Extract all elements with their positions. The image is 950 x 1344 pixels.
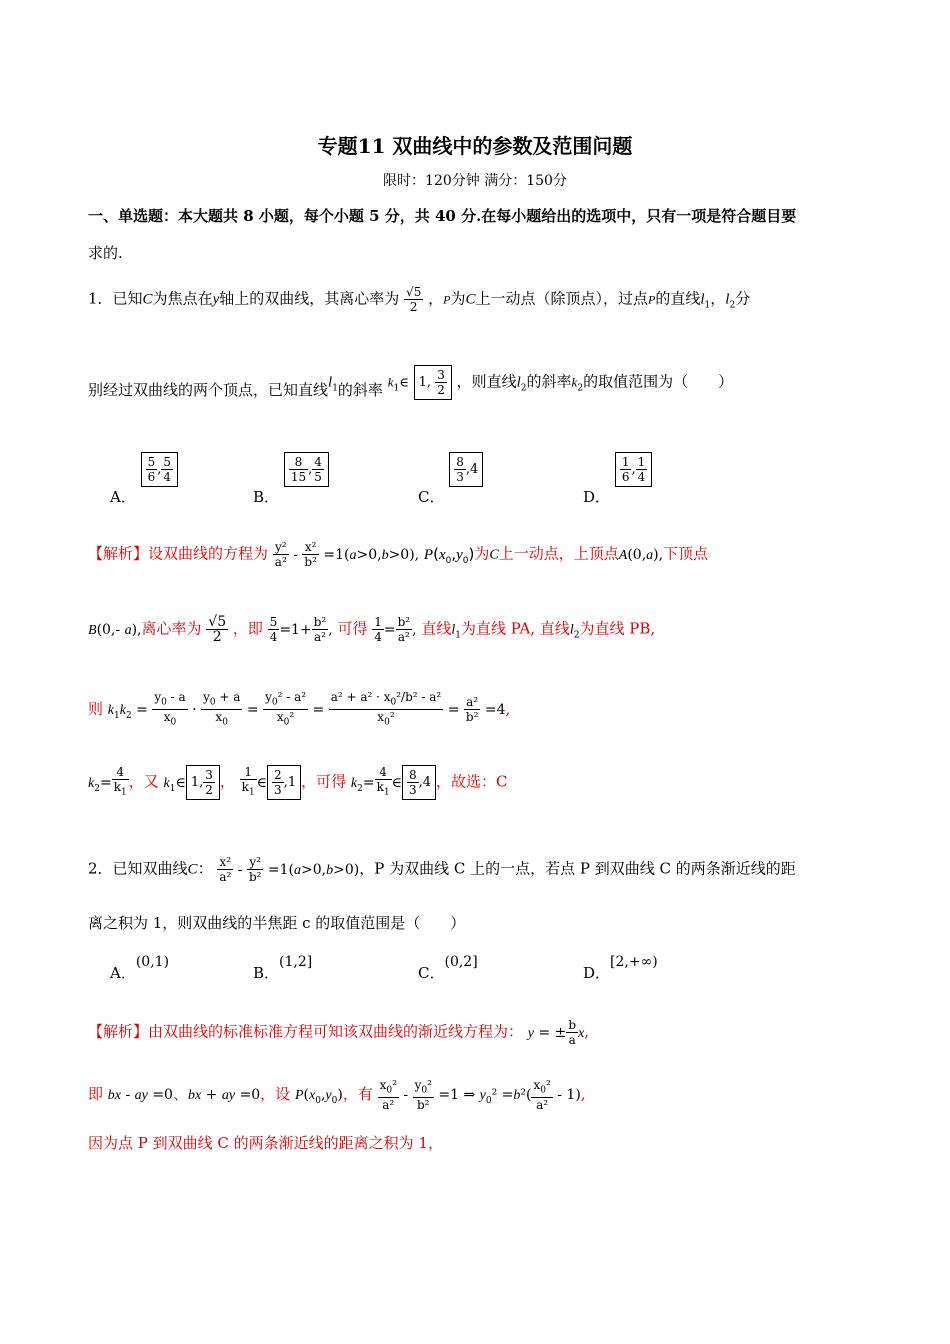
q2-option-d[interactable]: D．[2,+∞) [583, 954, 658, 982]
q1-line2: 别经过双曲线的两个顶点，已知直线$l_1$的斜率 $k_1\in$ 1, $\frac{3}{2}$ ，则直线$l_2$的斜率$k_2$的取值范围为（ ） [88, 365, 733, 400]
q2-option-a[interactable]: A．(0,1) [110, 954, 170, 982]
q1-solution-line4: $k_2=$ $\frac{4}{k_1}$ ，又 $k_1\in$ 1, $\frac{3}{2}$ ， $\frac{1}{k_1}$ ∈ $\frac{2}{3}$ ,1 ，可得 $k_2=$ $\frac{4}{k_1}$ ∈ $\frac{8}{3}$ ,4 ，故选：C [88, 765, 508, 800]
q1-line1: 1．已知C为焦点在y轴上的双曲线，其离心率为 $\frac{√5}{2}$ ，P为C上一动点（除顶点），过点P的直线$l_1$，$l_2$分 [88, 285, 751, 314]
section-heading-line1: 一、单选题：本大题共 8 小题，每个小题 5 分，共 40 分.在每小题给出的选项中，只有一项是符合题目要 [88, 207, 797, 225]
q2-line1: 2．已知双曲线C： $\frac{\text{x²}}{\text{a²}}$ - $\frac{\text{y²}}{\text{b²}}$ =1(a>0,b>0)，P 为双曲线 C 上的一点，若点 P 到双曲线 C 的两条渐近线的距 [88, 855, 796, 884]
q2-solution-line2: 即 bx - ay =0、bx + ay =0，设 $P(x_0,y_0)$，有 $\frac{x_0^2}{\text{a²}}$ - $\frac{y_0^2}{\text{b²}}$ =1 ⇒ $y_0^2 =b^2$( $\frac{x_0^2}{\text{a²}}$ - 1), [88, 1078, 586, 1113]
q2-solution-line3: 因为点 P 到双曲线 C 的两条渐近线的距离之积为 1， [88, 1134, 443, 1152]
q1-option-c[interactable]: C． $\frac{8}{3}$ ,4 [418, 452, 483, 487]
q2-option-c[interactable]: C．(0,2] [418, 954, 478, 982]
page-subtitle: 限时：120分钟 满分：150分 [383, 173, 567, 189]
q1-option-d[interactable]: D． $\frac{1}{6}$ , $\frac{1}{4}$ [583, 452, 652, 487]
eccentricity-fraction: $\frac{√5}{2}$ [406, 285, 422, 314]
q1-solution-line3: 则 $k_1k_2$ = $\frac{y_0 - a}{x_0}$ · $\frac{y_0 + a}{x_0}$ = $\frac{y_0^2 - a^2}{x_0^2}$ = $\frac{a^2 + a^2 \cdot x_0^2/b^2 - a^2}{x_0^2}$ = $\frac{\text{a²}}{\text{b²}}$ =4, [88, 690, 511, 728]
q1-option-b[interactable]: B． $\frac{8}{15}$ , $\frac{4}{5}$ [253, 452, 329, 487]
q1-solution-line1: 【解析】设双曲线的方程为 $\frac{\text{y²}}{\text{a²}}$ - $\frac{\text{x²}}{\text{b²}}$ =1(a>0,b>0), $P(x_0,y_0)$为C上一动点，上顶点A(0,a),下顶点 [88, 540, 709, 569]
q2-option-b[interactable]: B．(1,2] [253, 954, 313, 982]
section-heading-line2: 求的. [88, 244, 123, 262]
q1-option-a[interactable]: A． $\frac{5}{6}$ , $\frac{5}{4}$ [110, 452, 178, 487]
k1-interval: 1, $\frac{3}{2}$ [414, 365, 452, 400]
q2-line2: 离之积为 1，则双曲线的半焦距 c 的取值范围是（ ） [88, 914, 466, 932]
q1-solution-line2: B(0,- a),离心率为 $\frac{√5}{2}$ ，即 $\frac{5}{4}$ =1+ $\frac{\text{b²}}{\text{a²}}$ , 可得 $\frac{1}{4}$ = $\frac{\text{b²}}{\text{a²}}$ , 直线$l_1$为直线 PA, 直线$l_2$为直线 PB, [88, 614, 656, 645]
page-title: 专题11 双曲线中的参数及范围问题 [317, 134, 633, 158]
q2-solution-line1: 【解析】由双曲线的标准标准方程可知该双曲线的渐近线方程为： y = ± $\frac{b}{a}$ x, [88, 1018, 590, 1047]
